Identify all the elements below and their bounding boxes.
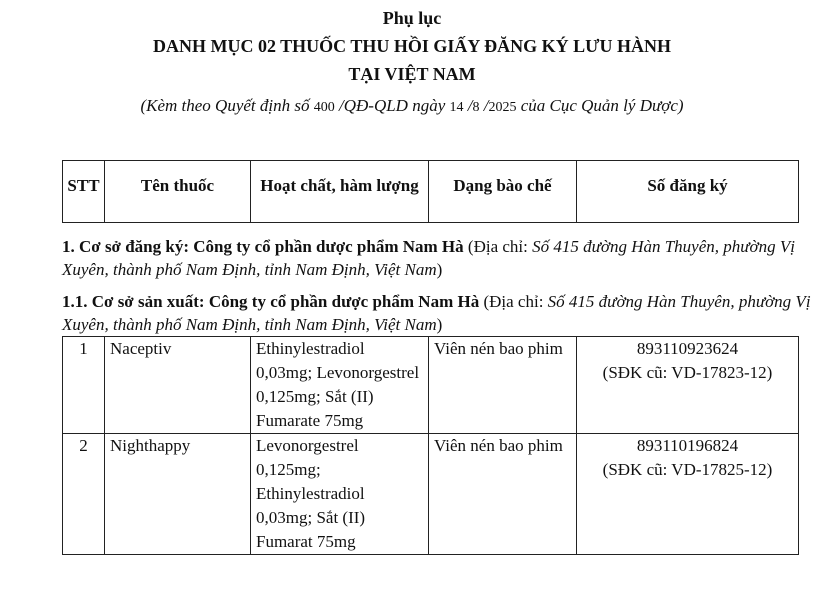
decision-mid: /QĐ-QLD ngày — [334, 96, 450, 115]
header-dosage-form: Dạng bào chế — [429, 161, 577, 223]
registrant-label: 1. Cơ sở đăng ký: Công ty cổ phần dược phẩm Nam Hà — [62, 237, 464, 256]
row-drug-name: Nighthappy — [105, 434, 251, 555]
table-row — [63, 337, 799, 434]
header-drug-name: Tên thuốc — [105, 161, 251, 223]
decision-sep2: / — [479, 96, 489, 115]
header-ingredients: Hoạt chất, hàm lượng — [251, 161, 429, 223]
old-registration-number: (SĐK cũ: VD-17825-12) — [602, 460, 773, 479]
decision-year: 2025 — [488, 100, 517, 115]
decision-sep1: / — [463, 96, 473, 115]
decision-day: 14 — [449, 100, 464, 115]
document-title: DANH MỤC 02 THUỐC THU HỒI GIẤY ĐĂNG KÝ LƯU HÀNH — [152, 36, 672, 56]
old-registration-number: (SĐK cũ: VD-17823-12) — [602, 363, 773, 382]
row-drug-name: Naceptiv — [105, 337, 251, 434]
document-title-line2: TẠI VIỆT NAM — [348, 64, 476, 84]
manufacturer-address: Số 415 đường Hàn Thuyên, phường Vị Xuyên, thành phố Nam Định, tỉnh Nam Định, Việt Nam — [62, 292, 811, 334]
row-registration — [577, 434, 799, 555]
appendix-title: Phụ lục — [382, 8, 442, 28]
decision-number: 400 — [313, 100, 335, 115]
table-row — [63, 434, 799, 555]
row-dosage-form: Viên nén bao phim — [429, 434, 577, 555]
row-ingredients: Ethinylestradiol 0,03mg; Levonorgestrel 0,125mg; Sắt (II) Fumarate 75mg — [251, 337, 429, 434]
manufacturer-addr-open: (Địa chỉ: — [479, 292, 548, 311]
header-registration: Số đăng ký — [577, 161, 799, 223]
drug-table-header — [62, 160, 799, 223]
row-dosage-form: Viên nén bao phim — [429, 337, 577, 434]
drug-table-body — [62, 336, 799, 555]
manufacturer-label: 1.1. Cơ sở sản xuất: Công ty cổ phần dược phẩm Nam Hà — [62, 292, 480, 311]
decision-suffix: của Cục Quản lý Dược) — [516, 96, 684, 115]
registrant-section — [62, 235, 812, 281]
decision-prefix: (Kèm theo Quyết định số — [140, 96, 314, 115]
decision-month: 8 — [472, 100, 480, 115]
header-stt: STT — [63, 161, 105, 223]
registrant-addr-open: (Địa chỉ: — [463, 237, 533, 256]
registration-number: 893110196824 — [636, 436, 739, 455]
decision-reference — [0, 96, 824, 116]
manufacturer-addr-close: ) — [436, 315, 443, 334]
row-stt: 2 — [63, 434, 105, 555]
row-stt: 1 — [63, 337, 105, 434]
registrant-address: Số 415 đường Hàn Thuyên, phường Vị Xuyên, thành phố Nam Định, tỉnh Nam Định, Việt Nam — [62, 237, 795, 279]
row-ingredients: Levonorgestrel 0,125mg; Ethinylestradiol 0,03mg; Sắt (II) Fumarat 75mg — [251, 434, 429, 555]
registration-number: 893110923624 — [636, 339, 739, 358]
registrant-addr-close: ) — [436, 260, 443, 279]
row-registration — [577, 337, 799, 434]
manufacturer-section — [62, 290, 812, 336]
